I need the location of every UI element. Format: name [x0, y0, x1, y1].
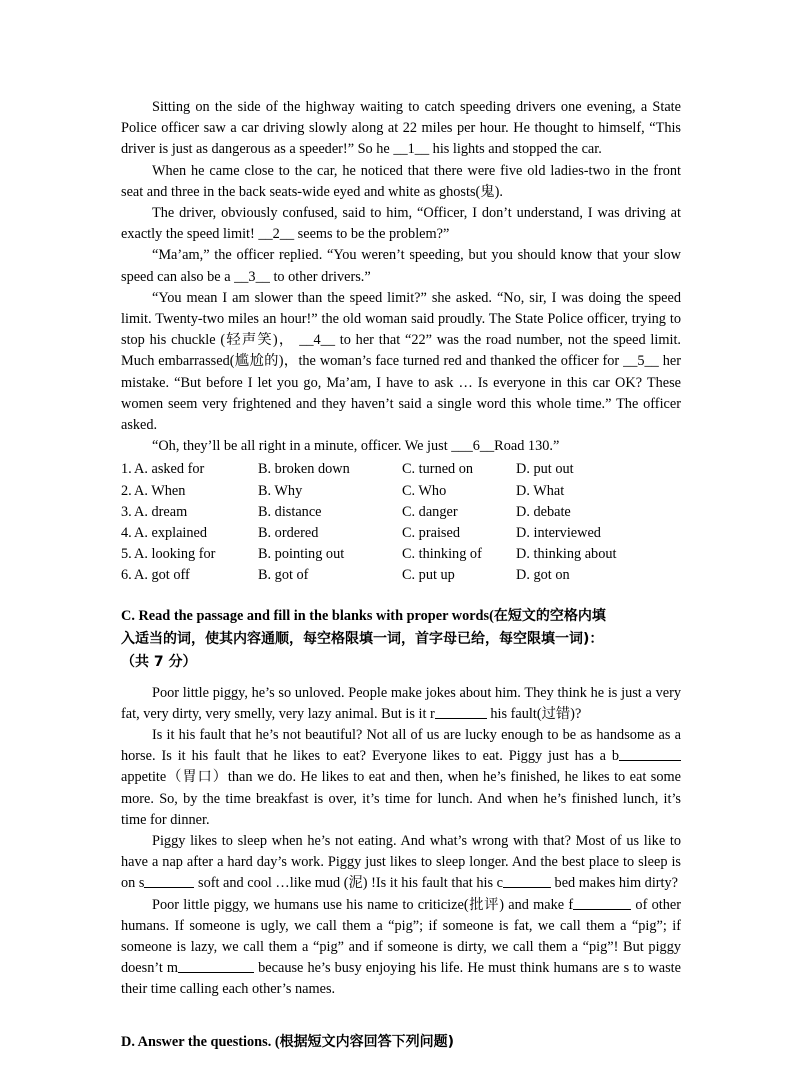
piggy-paragraph-3: [121, 831, 681, 895]
table-row: [121, 544, 681, 565]
option-a[interactable]: A. dream: [134, 503, 188, 520]
section-spacer: [121, 674, 681, 683]
option-b[interactable]: B. broken down: [258, 461, 350, 478]
section-c-heading-cn-3: （共 7 分）: [121, 653, 197, 670]
piggy-p3-before: Piggy likes to sleep when he’s not eating. And what’s wrong with that? Most of us like to have a nap after a hard day’s work. Piggy just likes to sleep longer. And the best place to sleep is on s: [121, 833, 681, 892]
option-d[interactable]: D. thinking about: [516, 546, 617, 563]
fill-blank-c[interactable]: [503, 874, 551, 888]
question-number: 5.: [121, 546, 132, 563]
piggy-p2-after: appetite（胃口）than we do. He likes to eat and then, when he’s finished, he likes to eat some more. So, by the time breakfast is over, it’s time for lunch. And when he’s finished lunch, it’s time for dinner.: [121, 769, 681, 828]
table-row: [121, 481, 681, 502]
section-c-heading-line: [121, 628, 681, 651]
option-b[interactable]: B. ordered: [258, 525, 319, 542]
document-content: [121, 97, 681, 1054]
fill-blank-f[interactable]: [573, 896, 631, 910]
piggy-p4-after: because he’s busy enjoying his life. He must think humans are s to waste their time calling each other’s names.: [121, 960, 681, 998]
option-d[interactable]: D. debate: [516, 503, 571, 520]
cloze-passage: [121, 97, 681, 457]
option-d[interactable]: D. interviewed: [516, 525, 601, 542]
piggy-p3-mid: soft and cool …like mud (泥) !Is it his fault that his c: [194, 875, 503, 892]
option-b[interactable]: B. Why: [258, 482, 303, 499]
option-b[interactable]: B. distance: [258, 503, 322, 520]
passage-paragraph: The driver, obviously confused, said to him, “Officer, I don’t understand, I was driving at exactly the speed limit! __2__ seems to be the problem?”: [121, 205, 681, 243]
piggy-passage: [121, 683, 681, 1001]
option-b[interactable]: B. pointing out: [258, 546, 345, 563]
section-c-heading-cn-2: 入适当的词，使其内容通顺，每空格限填一词，首字母已给，每空限填一词)：: [121, 630, 604, 647]
table-row: [121, 565, 681, 586]
fill-blank-b[interactable]: [619, 747, 681, 761]
fill-blank-s[interactable]: [144, 874, 194, 888]
option-a[interactable]: A. explained: [134, 525, 208, 542]
question-number: 4.: [121, 525, 132, 542]
option-b[interactable]: B. got of: [258, 567, 309, 584]
option-d[interactable]: D. What: [516, 482, 565, 499]
option-d[interactable]: D. put out: [516, 461, 574, 478]
option-c[interactable]: C. thinking of: [402, 546, 482, 563]
fill-blank-m[interactable]: [178, 959, 254, 973]
section-c-heading: [121, 605, 681, 674]
option-a[interactable]: A. asked for: [134, 461, 205, 478]
section-c-heading-en: C. Read the passage and fill in the blanks with proper words(: [121, 607, 494, 624]
passage-paragraph: Sitting on the side of the highway waiting to catch speeding drivers one evening, a State Police officer saw a car driving slowly along at 22 miles per hour. He thought to himself, “This driver is just as dangerous as a speeder!” So he __1__ his lights and stopped the car.: [121, 99, 681, 158]
option-c[interactable]: C. praised: [402, 525, 460, 542]
piggy-p3-after: bed makes him dirty?: [550, 875, 679, 892]
piggy-paragraph-2: [121, 725, 681, 831]
piggy-p1-before: Poor little piggy, he’s so unloved. People make jokes about him. They think he is just a very fat, very dirty, very smelly, very lazy animal. But is it r: [121, 684, 681, 722]
option-a[interactable]: A. got off: [134, 567, 190, 584]
section-d-heading: [121, 1031, 681, 1054]
piggy-p4-before: Poor little piggy, we humans use his name to criticize(批评) and make f: [152, 896, 574, 913]
question-number: 2.: [121, 482, 132, 499]
table-row: [121, 459, 681, 480]
piggy-paragraph-4: [121, 895, 681, 1001]
section-spacer: [121, 587, 681, 605]
option-d[interactable]: D. got on: [516, 567, 570, 584]
section-c-heading-cn-1: 在短文的空格内填: [493, 607, 606, 624]
section-d-heading-cn: 根据短文内容回答下列问题): [279, 1033, 455, 1050]
question-number: 1.: [121, 461, 132, 478]
multiple-choice-list: [121, 459, 681, 586]
piggy-p2-before: Is it his fault that he’s not beautiful? Not all of us are lucky enough to be as handsome as a horse. Is it his fault that he likes to eat? Everyone likes to eat. Piggy just has a b: [121, 726, 681, 765]
fill-blank-r[interactable]: [435, 705, 487, 719]
question-number: 6.: [121, 567, 132, 584]
option-c[interactable]: C. Who: [402, 482, 447, 499]
passage-paragraph: “You mean I am slower than the speed limit?” she asked. “No, sir, I was doing the speed limit. Twenty-two miles an hour!” the old woman said proudly. The State Police officer, trying to stop his chuckle (轻声笑)， __4__ to her that “22” was the road number, not the speed limit. Much embarrassed(尴尬的)，the woman’s face turned red and thanked the officer for __5__ her mistake. “But before I let you go, Ma’am, I have to ask … Is everyone in this car OK? These women seem very frightened and they haven’t said a single word this whole time.” The officer asked.: [121, 289, 681, 434]
option-c[interactable]: C. danger: [402, 503, 458, 520]
passage-paragraph: “Oh, they’ll be all right in a minute, officer. We just ___6__Road 130.”: [152, 438, 560, 455]
passage-paragraph: “Ma’am,” the officer replied. “You weren’t speeding, but you should know that your slow speed can also be a __3__ to other drivers.”: [121, 247, 681, 285]
section-c-heading-line: [121, 605, 681, 628]
option-c[interactable]: C. put up: [402, 567, 455, 584]
piggy-p1-after: his fault(过错)?: [486, 705, 582, 722]
question-number: 3.: [121, 503, 132, 520]
section-d-heading-en: D. Answer the questions. (: [121, 1033, 280, 1050]
table-row: [121, 502, 681, 523]
option-a[interactable]: A. looking for: [134, 546, 216, 563]
table-row: [121, 523, 681, 544]
piggy-p4-mid: of other humans. If someone is ugly, we call them a “pig”; if someone is fat, we call them a “pig”; if someone is lazy, we call them a “pig” and if someone is dirty, we call them a “pig”! But piggy doesn’t m: [121, 896, 681, 977]
piggy-paragraph-1: [121, 683, 681, 725]
section-c-heading-line: [121, 651, 681, 674]
passage-paragraph: When he came close to the car, he noticed that there were five old ladies-two in the front seat and three in the back seats-wide eyed and white as ghosts(鬼).: [121, 162, 681, 200]
option-a[interactable]: A. When: [134, 482, 186, 499]
section-spacer: [121, 1001, 681, 1031]
option-c[interactable]: C. turned on: [402, 461, 474, 478]
